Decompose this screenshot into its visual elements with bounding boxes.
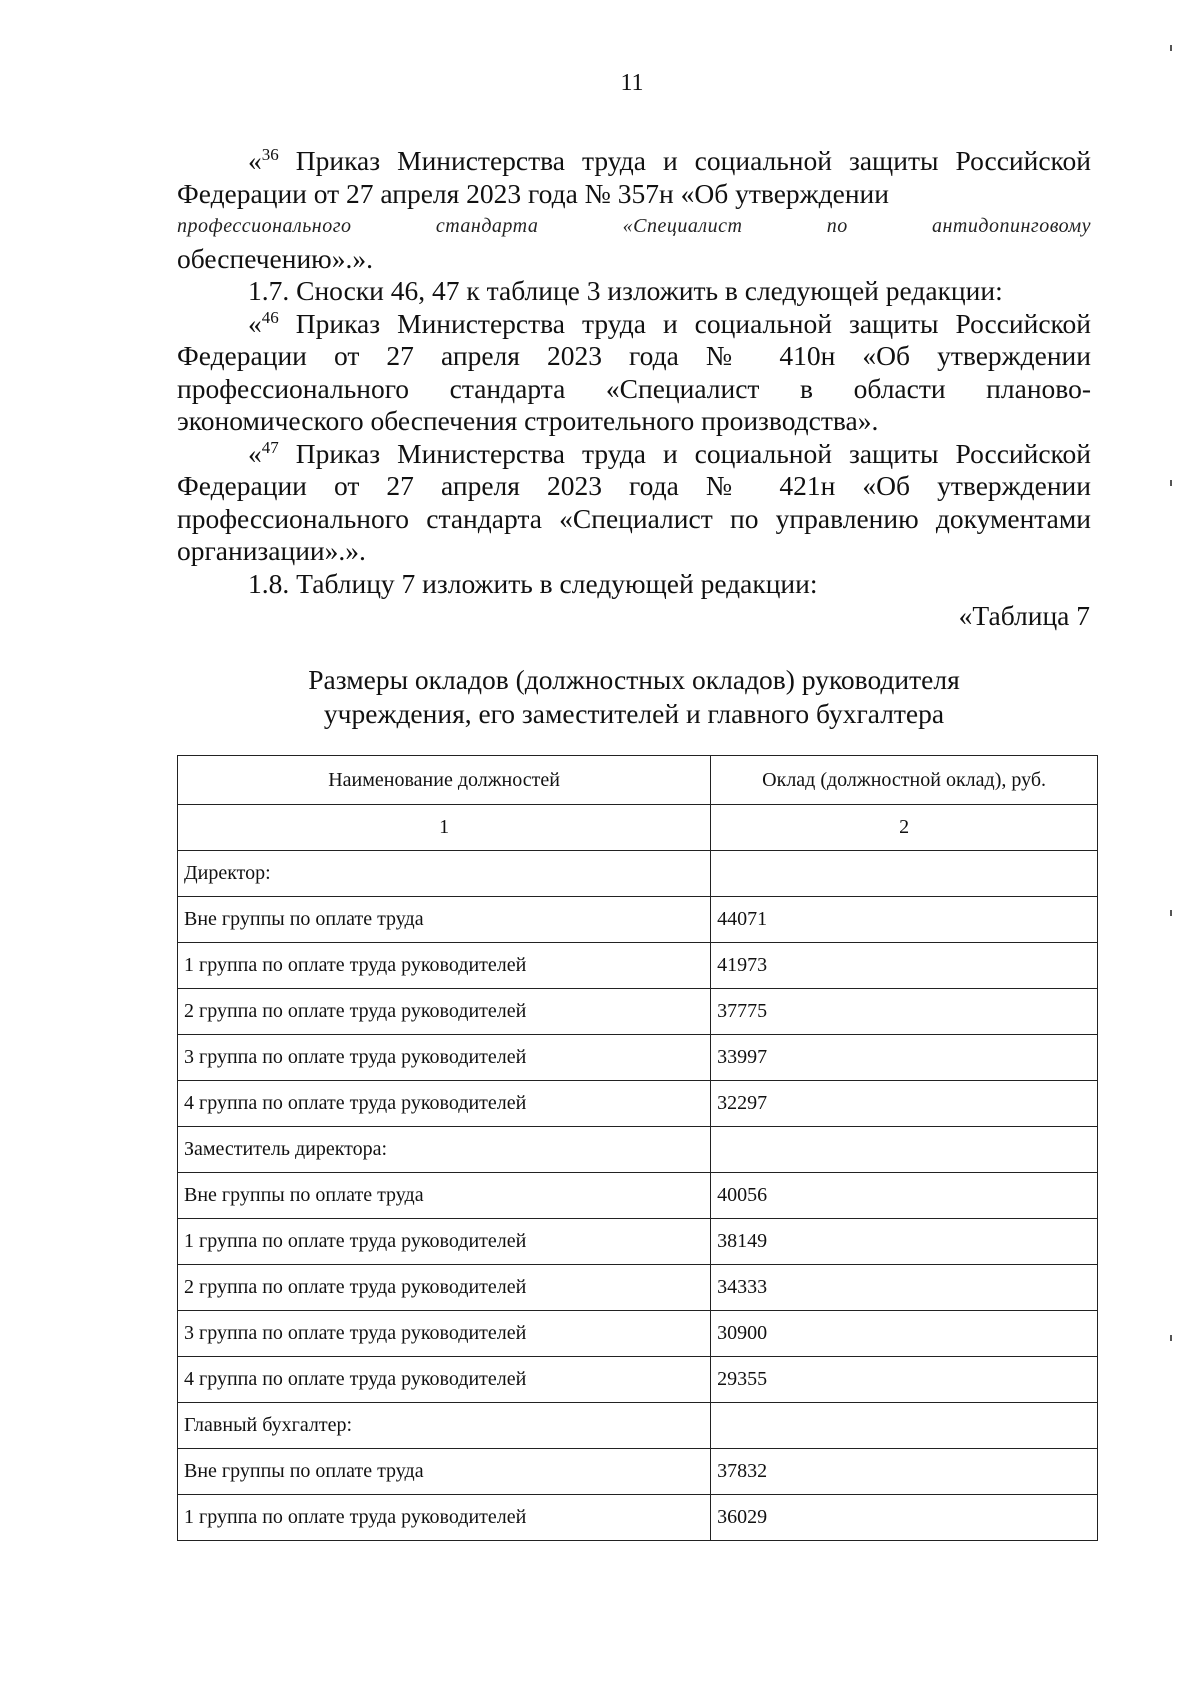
- footnote-36-blurred-line: профессионального стандарта «Специалист по антидопинговому: [177, 215, 1091, 237]
- position-name: 4 группа по оплате труда руководителей: [178, 1081, 711, 1127]
- footnote-36-number: 36: [261, 144, 279, 164]
- table-row: [178, 1403, 1098, 1449]
- body-text: [177, 145, 1091, 600]
- table-row: [178, 1219, 1098, 1265]
- footnote-46-number: 46: [261, 307, 279, 327]
- table-title-line-2: учреждения, его заместителей и главного бухгалтера: [323, 698, 945, 729]
- column-number-1: 1: [178, 805, 711, 851]
- table-row: [178, 1173, 1098, 1219]
- table-row: [178, 1035, 1098, 1081]
- table-row: [178, 1495, 1098, 1541]
- quote-mark: «: [248, 307, 262, 339]
- table-row: [178, 1357, 1098, 1403]
- quote-mark: «: [248, 437, 262, 469]
- header-position-name: Наименование должностей: [178, 756, 711, 805]
- salary-value: 30900: [711, 1311, 1098, 1357]
- scan-speck: [1170, 910, 1172, 916]
- footnote-47-text: Приказ Министерства труда и социальной защиты Российской Федерации от 27 апреля 2023 года № 421н «Об утверждении профессионального стандарта «Специалист по управлению документами организации».».: [177, 437, 1091, 566]
- position-name: Директор:: [178, 851, 711, 897]
- quote-mark: «: [248, 145, 262, 176]
- header-salary: Оклад (должностной оклад), руб.: [711, 756, 1098, 805]
- salary-value: 38149: [711, 1219, 1098, 1265]
- salary-value: [711, 851, 1098, 897]
- table-header-row: [178, 756, 1098, 805]
- position-name: Вне группы по оплате труда: [178, 1449, 711, 1495]
- column-number-row: [178, 805, 1098, 851]
- salary-value: 40056: [711, 1173, 1098, 1219]
- salary-value: [711, 1403, 1098, 1449]
- salary-value: 33997: [711, 1035, 1098, 1081]
- position-name: 4 группа по оплате труда руководителей: [178, 1357, 711, 1403]
- table-row: [178, 989, 1098, 1035]
- position-name: 3 группа по оплате труда руководителей: [178, 1035, 711, 1081]
- footnote-46-text: Приказ Министерства труда и социальной защиты Российской Федерации от 27 апреля 2023 года № 410н «Об утверждении профессионального стандарта «Специалист в области планово-экономического обеспечения строительного производства».: [177, 307, 1091, 436]
- scan-speck: [1170, 480, 1172, 486]
- table-title: [177, 663, 1091, 731]
- clause-1-8: 1.8. Таблицу 7 изложить в следующей редакции:: [248, 567, 818, 599]
- page-number: 11: [620, 70, 644, 96]
- footnote-47: [177, 438, 1091, 568]
- footnote-47-number: 47: [261, 437, 279, 457]
- salary-value: 44071: [711, 897, 1098, 943]
- table-row: [178, 851, 1098, 897]
- position-name: 2 группа по оплате труда руководителей: [178, 989, 711, 1035]
- table-row: [178, 1311, 1098, 1357]
- salary-value: 37775: [711, 989, 1098, 1035]
- position-name: Вне группы по оплате труда: [178, 1173, 711, 1219]
- footnote-36: [177, 145, 1091, 210]
- salary-value: [711, 1127, 1098, 1173]
- scan-speck: [1170, 1335, 1172, 1341]
- salary-value: 36029: [711, 1495, 1098, 1541]
- position-name: 2 группа по оплате труда руководителей: [178, 1265, 711, 1311]
- position-name: Вне группы по оплате труда: [178, 897, 711, 943]
- position-name: 3 группа по оплате труда руководителей: [178, 1311, 711, 1357]
- salary-value: 32297: [711, 1081, 1098, 1127]
- column-number-2: 2: [711, 805, 1098, 851]
- salary-value: 29355: [711, 1357, 1098, 1403]
- table-row: [178, 1081, 1098, 1127]
- table-row: [178, 1265, 1098, 1311]
- table-row: [178, 897, 1098, 943]
- table-title-line-1: Размеры окладов (должностных окладов) руководителя: [308, 664, 960, 695]
- position-name: 1 группа по оплате труда руководителей: [178, 943, 711, 989]
- table-caption: «Таблица 7: [958, 600, 1090, 631]
- clause-1-7: 1.7. Сноски 46, 47 к таблице 3 изложить в следующей редакции:: [248, 275, 1003, 306]
- position-name: 1 группа по оплате труда руководителей: [178, 1219, 711, 1265]
- salary-value: 34333: [711, 1265, 1098, 1311]
- salary-table: [177, 755, 1098, 1541]
- position-name: 1 группа по оплате труда руководителей: [178, 1495, 711, 1541]
- position-name: Заместитель директора:: [178, 1127, 711, 1173]
- table-row: [178, 1127, 1098, 1173]
- footnote-46: [177, 308, 1091, 438]
- footnote-36-end: обеспечению».».: [177, 242, 373, 274]
- scan-speck: [1170, 45, 1172, 51]
- position-name: Главный бухгалтер:: [178, 1403, 711, 1449]
- table-row: [178, 1449, 1098, 1495]
- salary-value: 41973: [711, 943, 1098, 989]
- salary-value: 37832: [711, 1449, 1098, 1495]
- table-row: [178, 943, 1098, 989]
- footnote-36-text: Приказ Министерства труда и социальной защиты Российской Федерации от 27 апреля 2023 года № 357н «Об утверждении: [177, 145, 1091, 209]
